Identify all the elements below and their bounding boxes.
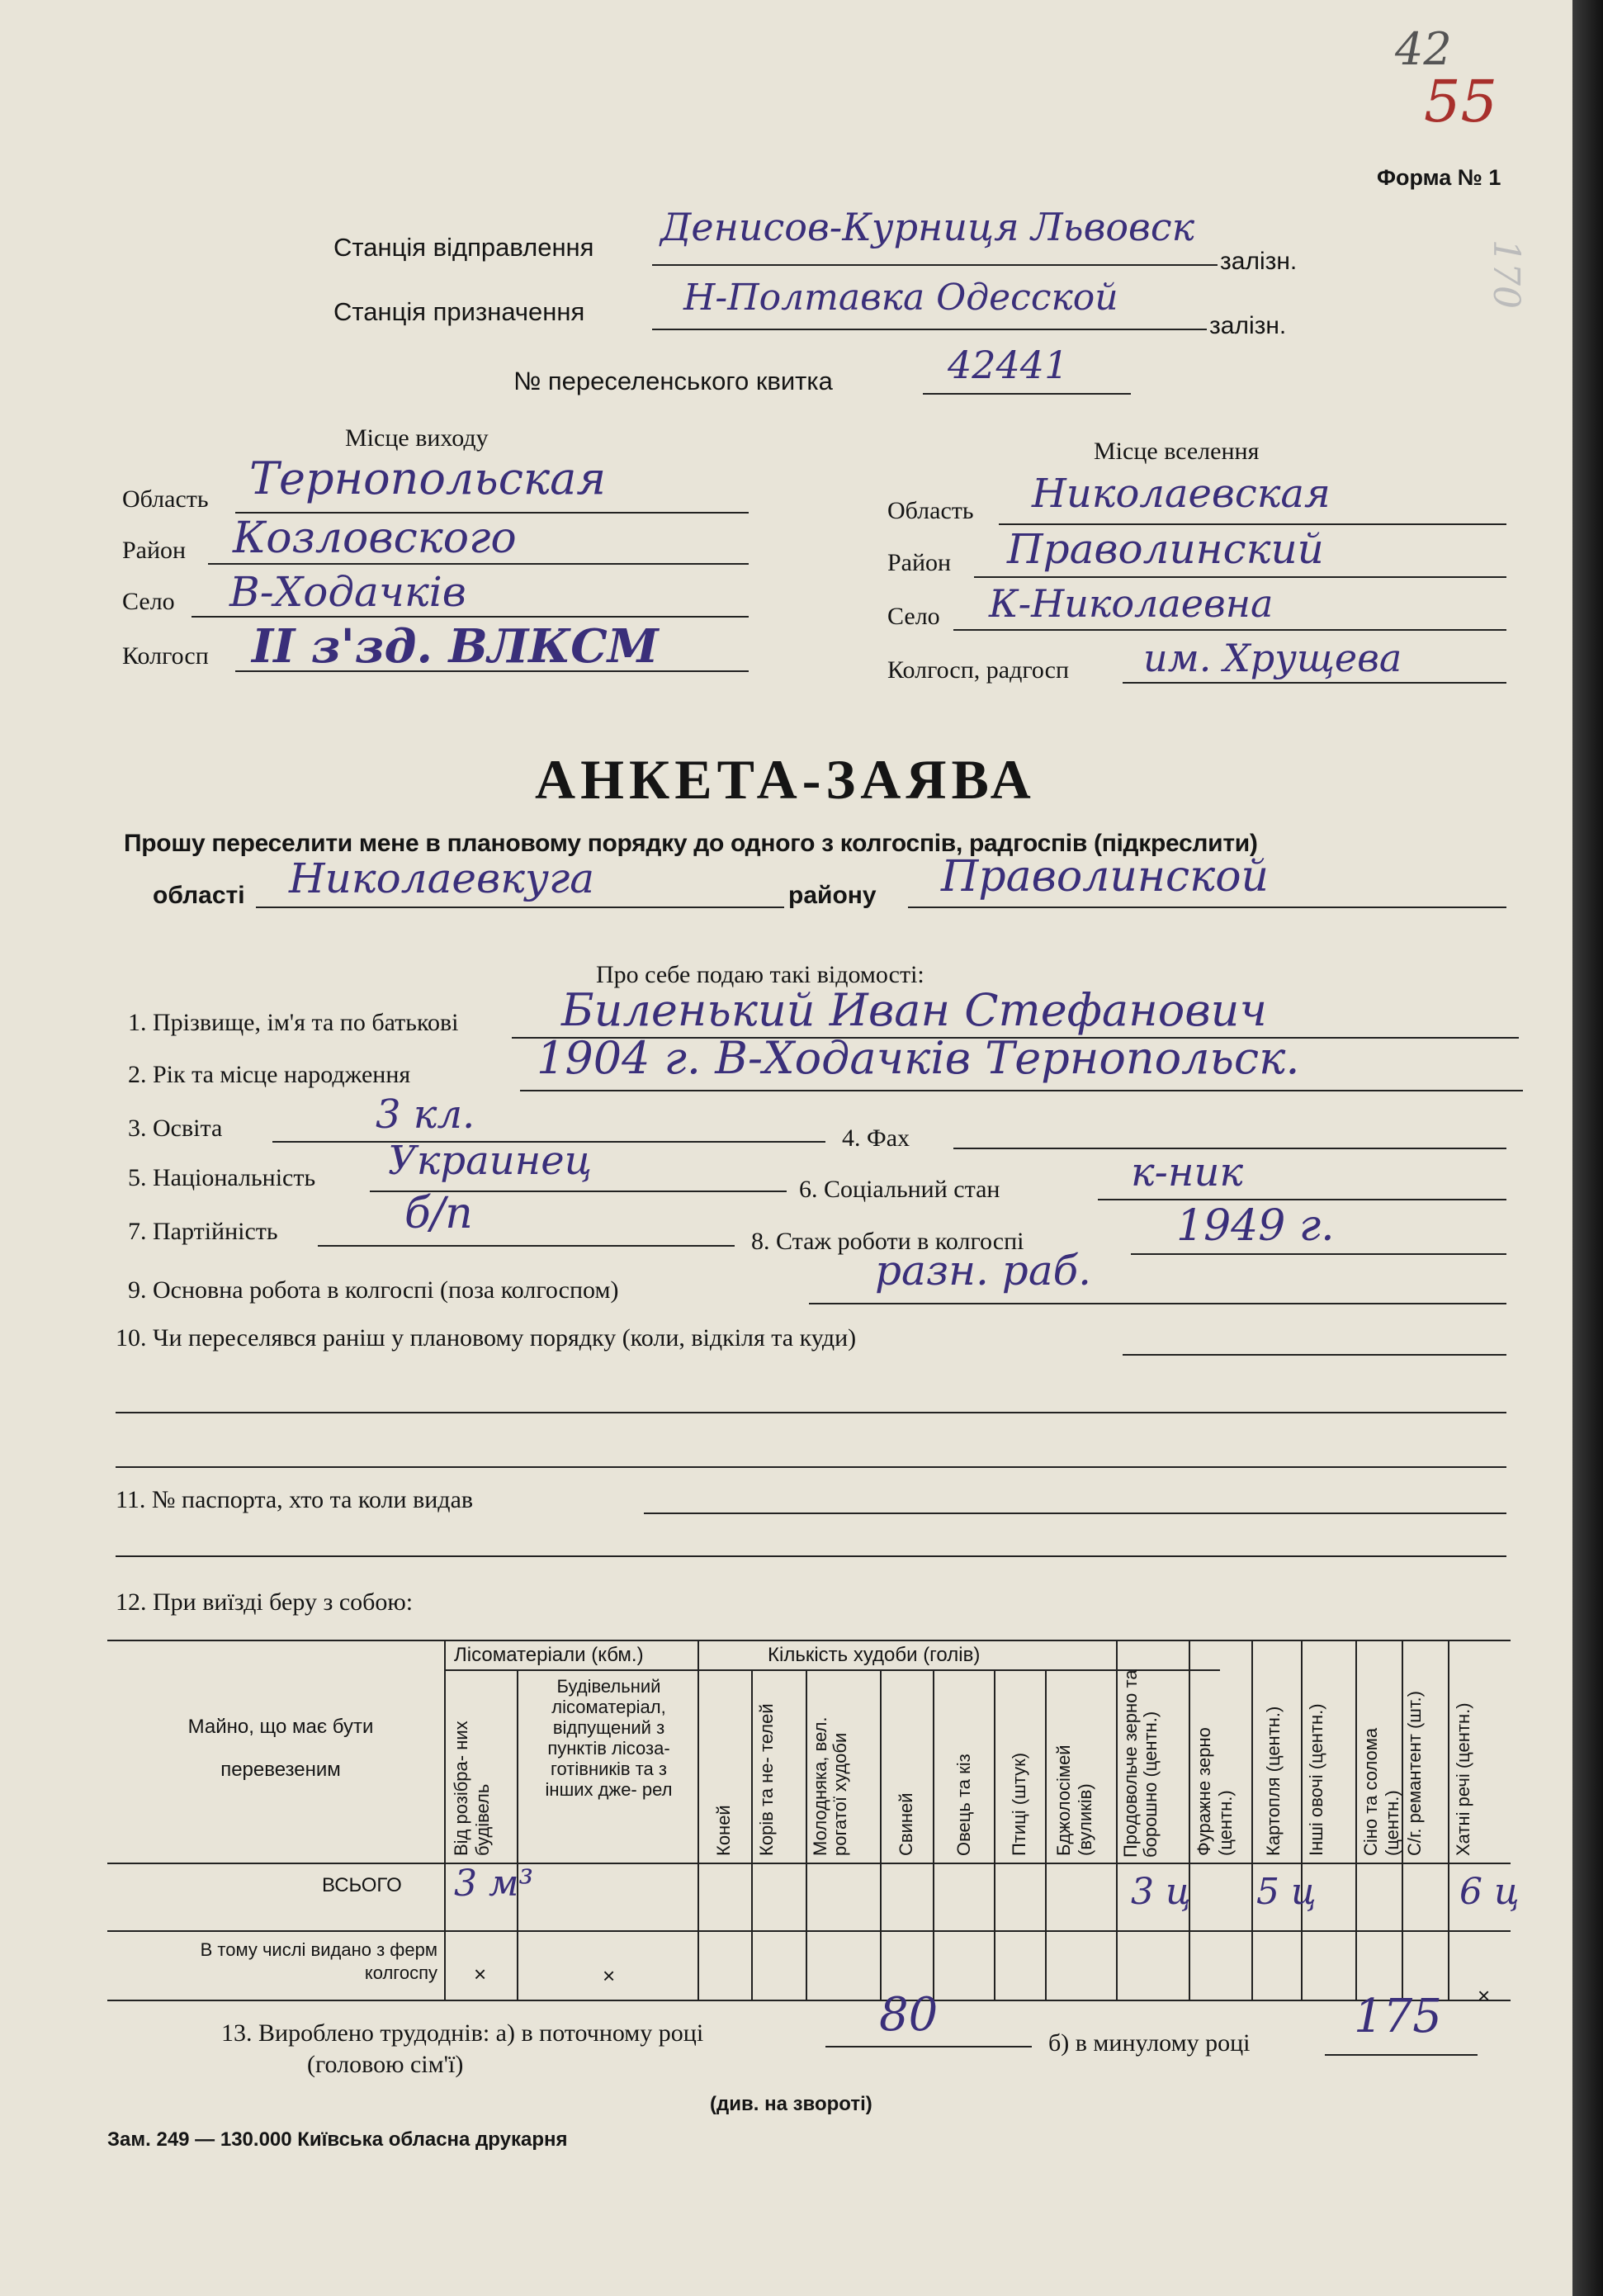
exit-kolhosp-value: II з'зд. ВЛКСМ <box>252 619 659 674</box>
q6-label: 6. Соціальний стан <box>799 1176 1000 1203</box>
col-dismantled-header: Від розібра- них будівель <box>451 1721 493 1856</box>
request-oblast-value: Николаевкуга <box>289 854 595 902</box>
col-line <box>751 1669 753 2001</box>
row-total-label: ВСЬОГО <box>322 1874 402 1896</box>
archive-number-top: 42 <box>1395 23 1452 75</box>
q8-underline <box>1131 1253 1506 1255</box>
total-grain-value: 3 ц <box>1131 1871 1191 1913</box>
settle-raion-label: Район <box>887 549 952 576</box>
q2-value: 1904 г. В-Ходачків Тернопольск. <box>537 1032 1300 1084</box>
exit-raion-value: Козловского <box>233 514 517 563</box>
settle-selo-underline <box>953 629 1506 631</box>
q4-label: 4. Фах <box>842 1124 910 1152</box>
exit-kolhosp-underline <box>235 670 749 672</box>
col-line <box>994 1669 995 2001</box>
exit-place-title: Місце виходу <box>345 424 489 452</box>
col-young-header: Молодняка, вел. рогатої худоби <box>810 1716 850 1856</box>
exit-selo-label: Село <box>122 588 175 615</box>
col-hay-header: Сіно та солома (центн.) <box>1360 1727 1402 1856</box>
settle-raion-underline <box>974 576 1506 578</box>
exit-raion-label: Район <box>122 537 187 564</box>
q5-value: Украинец <box>388 1138 593 1184</box>
settle-kolhosp-value: им. Хрущева <box>1143 636 1402 680</box>
workdays-label: 13. Вироблено трудоднів: а) в поточному році <box>221 2019 704 2047</box>
destination-value: Н-Полтавка Одесской <box>683 277 1118 319</box>
request-line: Прошу переселити мене в плановому порядку до одного з колгоспів, радгоспів (підкреслити) <box>124 830 1258 857</box>
workdays-sub: (головою сім'ї) <box>307 2051 464 2078</box>
print-note: Зам. 249 — 130.000 Київська обласна друкарня <box>107 2128 568 2151</box>
col-line <box>1448 1640 1449 2001</box>
request-oblast-underline <box>256 907 784 908</box>
settle-kolhosp-label: Колгосп, радгосп <box>887 656 1070 684</box>
destination-underline <box>652 329 1207 330</box>
scan-edge <box>1572 0 1603 2296</box>
form-number: Форма № 1 <box>1377 165 1501 190</box>
col-tools-header: С/г. ремантент (шт.) <box>1404 1691 1425 1856</box>
q1-value: Биленький Иван Стефанович <box>561 984 1268 1036</box>
q11-label: 11. № паспорта, хто та коли видав <box>116 1486 474 1513</box>
group-timber-header: Лісоматеріали (кбм.) <box>454 1644 644 1666</box>
q6-underline <box>1098 1199 1506 1200</box>
form-title: АНКЕТА-ЗАЯВА <box>535 748 1036 811</box>
departure-value: Денисов-Курниця Львовск <box>660 205 1195 249</box>
table-border-bottom <box>107 2000 1511 2001</box>
total-house-value: 6 ц <box>1459 1871 1520 1913</box>
q9-label: 9. Основна робота в колгоспі (поза колгоспом) <box>128 1276 619 1304</box>
q1-label: 1. Прізвище, ім'я та по батькові <box>128 1009 459 1036</box>
q5-label: 5. Національність <box>128 1164 316 1191</box>
col-cows-header: Корів та не- телей <box>756 1703 777 1856</box>
col-fodder-header: Фуражне зерно (центн.) <box>1194 1727 1236 1856</box>
settle-kolhosp-underline <box>1123 682 1506 684</box>
q7-value: б/п <box>404 1189 473 1238</box>
q3-value: 3 кл. <box>376 1091 475 1138</box>
overleaf-note: (див. на звороті) <box>710 2093 872 2115</box>
request-raion-underline <box>908 907 1506 908</box>
exit-raion-underline <box>208 563 749 565</box>
q2-underline <box>520 1090 1523 1091</box>
exit-oblast-label: Область <box>122 485 209 513</box>
col-bees-header: Бджолосімей (вуликів) <box>1053 1744 1095 1856</box>
workdays-current-value: 80 <box>879 1988 939 2042</box>
table-header-divider <box>107 1863 1511 1864</box>
col-grain-header: Продовольче зерно та борошно (центн.) <box>1120 1669 1161 1858</box>
table-row-divider <box>107 1930 1511 1932</box>
q9-underline <box>809 1303 1506 1304</box>
q8-label: 8. Стаж роботи в колгоспі <box>751 1228 1024 1255</box>
departure-suffix: залізн. <box>1220 248 1298 275</box>
col-veg-header: Інші овочі (центн.) <box>1306 1703 1326 1856</box>
destination-label: Станція призначення <box>333 297 585 326</box>
q11-underline-2 <box>116 1555 1506 1557</box>
col-line <box>880 1669 882 2001</box>
exit-selo-value: В-Ходачків <box>229 568 466 616</box>
col-line <box>933 1669 934 2001</box>
archive-number-red: 55 <box>1424 68 1498 135</box>
exit-oblast-value: Тернопольская <box>249 452 607 504</box>
ticket-label: № переселенського квитка <box>513 367 833 395</box>
col-sheep-header: Овець та кіз <box>953 1754 974 1856</box>
q9-value: разн. раб. <box>875 1247 1092 1295</box>
col-line <box>1116 1640 1118 2001</box>
ticket-value: 42441 <box>948 343 1069 387</box>
departure-label: Станція відправлення <box>333 233 594 262</box>
settle-oblast-value: Николаевская <box>1032 471 1331 517</box>
col-line <box>806 1669 807 2001</box>
workdays-current-underline <box>825 2046 1032 2047</box>
col-birds-header: Птиці (штук) <box>1009 1752 1029 1856</box>
table-group-divider <box>444 1669 1220 1671</box>
property-table <box>107 1640 1520 2003</box>
table-border-top <box>107 1640 1511 1641</box>
q7-underline <box>318 1245 735 1247</box>
settle-selo-value: К-Николаевна <box>989 581 1274 626</box>
request-raion-label: району <box>788 882 877 909</box>
col-line <box>444 1640 446 2001</box>
intro-text: Про себе подаю такі відомості: <box>596 961 924 988</box>
col-line <box>517 1669 518 2001</box>
row-farm-label: В тому числі видано з ферм колгоспу <box>200 1939 437 1983</box>
total-potato-value: 5 ц <box>1256 1871 1317 1913</box>
q10-underline-2 <box>116 1412 1506 1413</box>
farm-dismantled-mark: × <box>474 1962 487 1986</box>
settle-place-title: Місце вселення <box>1094 438 1260 465</box>
q10-underline-1 <box>1123 1354 1506 1356</box>
q11-underline-1 <box>644 1513 1506 1514</box>
q7-label: 7. Партійність <box>128 1218 278 1245</box>
col-line <box>1045 1669 1047 2001</box>
ticket-underline <box>923 393 1131 395</box>
col-line <box>1301 1640 1303 2001</box>
workdays-mark: × <box>1478 1983 1491 2008</box>
col-line <box>697 1640 699 2001</box>
exit-kolhosp-label: Колгосп <box>122 642 209 670</box>
workdays-prev-underline <box>1325 2054 1478 2056</box>
q6-value: к-ник <box>1131 1149 1244 1195</box>
q2-label: 2. Рік та місце народження <box>128 1061 411 1088</box>
destination-suffix: залізн. <box>1209 312 1287 339</box>
q10-underline-3 <box>116 1466 1506 1468</box>
col-property-header: Майно, що має бути перевезеним <box>187 1716 374 1781</box>
col-line <box>1355 1640 1357 2001</box>
col-pigs-header: Свиней <box>896 1792 916 1856</box>
group-livestock-header: Кількість худоби (голів) <box>768 1644 981 1666</box>
departure-underline <box>652 264 1218 266</box>
settle-oblast-label: Область <box>887 497 974 524</box>
settle-raion-value: Праволинский <box>1007 525 1324 573</box>
col-horses-header: Коней <box>713 1805 734 1856</box>
farm-building-mark: × <box>603 1963 616 1988</box>
q10-label: 10. Чи переселявся раніш у плановому порядку (коли, відкіля та куди) <box>116 1324 857 1352</box>
col-potato-header: Картопля (центн.) <box>1263 1706 1284 1856</box>
request-raion-value: Праволинской <box>941 852 1270 902</box>
col-line <box>1251 1640 1253 2001</box>
request-oblast-label: області <box>153 882 245 909</box>
archive-number-side: 170 <box>1485 239 1527 309</box>
settle-selo-label: Село <box>887 603 940 630</box>
q8-value: 1949 г. <box>1176 1201 1335 1251</box>
workdays-prev-value: 175 <box>1354 1990 1442 2043</box>
total-dismantled-value: 3 м³ <box>454 1863 534 1905</box>
exit-selo-underline <box>192 616 749 618</box>
q3-label: 3. Освіта <box>128 1115 223 1142</box>
col-house-header: Хатні речі (центн.) <box>1453 1702 1473 1856</box>
workdays-prev-label: б) в минулому році <box>1048 2029 1251 2057</box>
col-building-header: Будівельний лісоматеріал, відпущений з пунктів лісоза- готівників та з інших дже- рел <box>545 1676 673 1800</box>
col-line <box>1189 1640 1190 2001</box>
q12-label: 12. При виїзді беру з собою: <box>116 1588 414 1616</box>
